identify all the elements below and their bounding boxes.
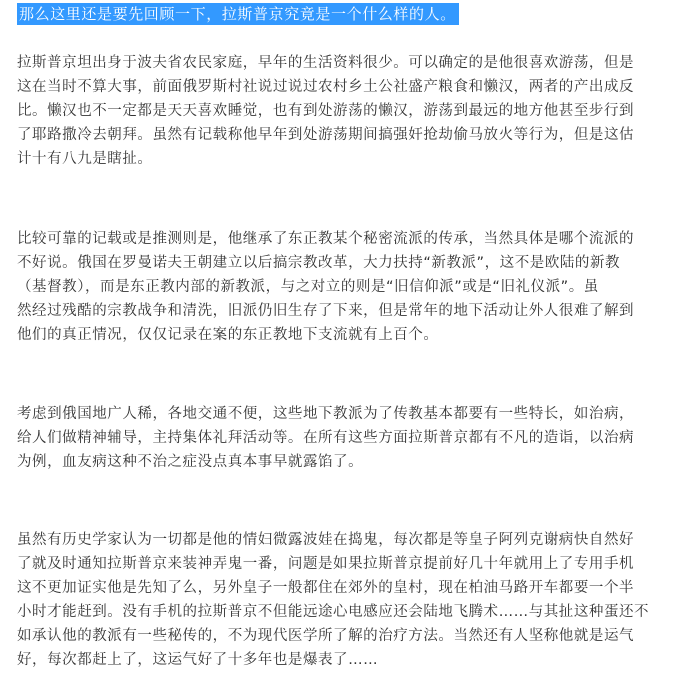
paragraph-line: （基督教），而是东正教内部的新教派，与之对立的则是“旧信仰派”或是“旧礼仪派”。虽 — [17, 279, 599, 295]
paragraph-sect — [17, 227, 683, 347]
paragraph-line: 虽然有历史学家认为一切都是他的情妇微露波娃在捣鬼，每次都是等皇子阿列克谢病快自然好 — [17, 532, 635, 548]
paragraph-line: 这不更加证实他是先知了么，另外皇子一般都住在郊外的皇村，现在柏油马路开车都要一个半 — [17, 580, 635, 596]
paragraph-line: 为例，血友病这种不治之症没点真本事早就露馅了。 — [17, 454, 364, 470]
paragraph-skills — [17, 402, 683, 474]
paragraph-line: 比。懒汉也不一定都是天天喜欢睡觉，也有到处游荡的懒汉，游荡到最远的地方他甚至步行到 — [17, 103, 635, 119]
paragraph-line: 不好说。俄国在罗曼诺夫王朝建立以后搞宗教改革，大力扶持“新教派”，这不是欧陆的新教 — [17, 255, 621, 271]
paragraph-line: 如承认他的教派有一些秘传的，不为现代医学所了解的治疗方法。当然还有人坚称他就是运气 — [17, 628, 635, 644]
paragraph-line: 拉斯普京坦出身于波夫省农民家庭，早年的生活资料很少。可以确定的是他很喜欢游荡，但是 — [17, 55, 635, 71]
paragraph-line: 考虑到俄国地广人稀，各地交通不便，这些地下教派为了传教基本都要有一些特长，如治病， — [17, 406, 635, 422]
paragraph-line: 了就及时通知拉斯普京来装神弄鬼一番，问题是如果拉斯普京提前好几十年就用上了专用手机 — [17, 556, 635, 572]
selected-heading-text[interactable]: 那么这里还是要先回顾一下，拉斯普京究竟是一个什么样的人。 — [17, 3, 459, 25]
paragraph-origin — [17, 51, 683, 171]
paragraph-line: 小时才能赶到。没有手机的拉斯普京不但能远途心电感应还会陆地飞腾术……与其扯这种蛋还不 — [17, 604, 650, 620]
paragraph-line: 给人们做精神辅导，主持集体礼拜活动等。在所有这些方面拉斯普京都有不凡的造诣，以治病 — [17, 430, 635, 446]
paragraph-line: 他们的真正情况，仅仅记录在案的东正教地下支流就有上百个。 — [17, 327, 439, 343]
paragraph-line: 然经过残酷的宗教战争和清洗，旧派仍旧生存了下来，但是常年的地下活动让外人很难了解到 — [17, 303, 635, 319]
paragraph-healing — [17, 528, 683, 672]
paragraph-line: 比较可靠的记载或是推测则是，他继承了东正教某个秘密流派的传承，当然具体是哪个流派的 — [17, 231, 635, 247]
paragraph-line: 好，每次都赶上了，这运气好了十多年也是爆表了…… — [17, 652, 379, 668]
paragraph-line: 了耶路撒冷去朝拜。虽然有记载称他早年到处游荡期间搞强奸抢劫偷马放火等行为，但是这估 — [17, 127, 635, 143]
paragraph-line: 这在当时不算大事，前面俄罗斯村社说过说过农村乡土公社盛产粮食和懒汉，两者的产出成反 — [17, 79, 635, 95]
paragraph-line: 计十有八九是瞎扯。 — [17, 151, 153, 167]
